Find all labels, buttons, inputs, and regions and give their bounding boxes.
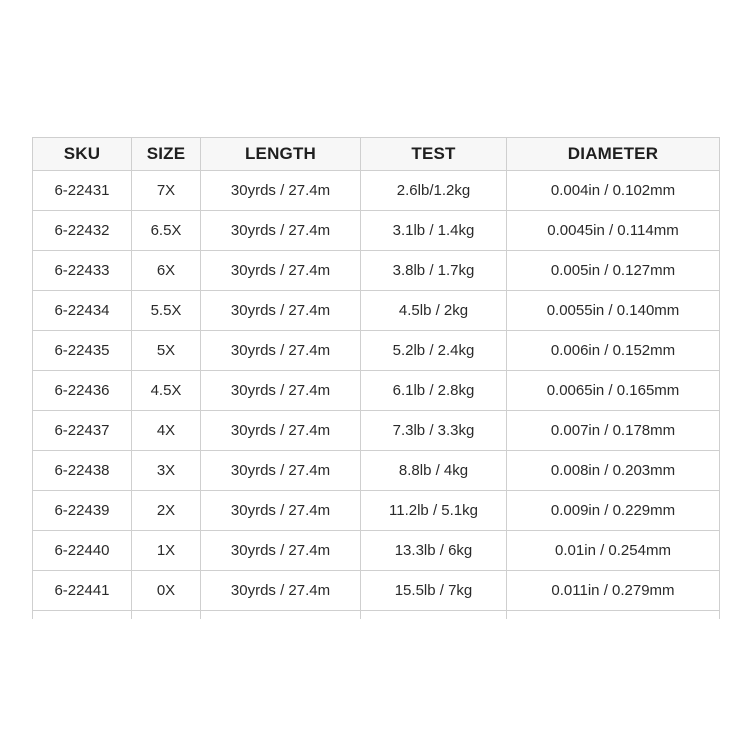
- cell-length: 30yrds / 27.4m: [201, 331, 361, 371]
- cell-sku: 6-22431: [33, 171, 132, 211]
- cell-test: 11.2lb / 5.1kg: [361, 491, 507, 531]
- cell-length: 30yrds / 27.4m: [201, 211, 361, 251]
- cell-size: 7X: [132, 171, 201, 211]
- cell-diameter: 0.011in / 0.279mm: [507, 571, 720, 611]
- cell-empty: [361, 611, 507, 620]
- cell-sku: 6-22439: [33, 491, 132, 531]
- cell-diameter: 0.005in / 0.127mm: [507, 251, 720, 291]
- cell-empty: [201, 611, 361, 620]
- column-header-test: TEST: [361, 138, 507, 171]
- cell-size: 3X: [132, 451, 201, 491]
- table-row: [33, 571, 720, 611]
- cell-test: 2.6lb/1.2kg: [361, 171, 507, 211]
- cell-length: 30yrds / 27.4m: [201, 531, 361, 571]
- cell-sku: 6-22434: [33, 291, 132, 331]
- column-header-size: SIZE: [132, 138, 201, 171]
- table-row: [33, 531, 720, 571]
- cell-test: 5.2lb / 2.4kg: [361, 331, 507, 371]
- cell-size: 4.5X: [132, 371, 201, 411]
- table-row: [33, 171, 720, 211]
- table-row: [33, 371, 720, 411]
- cell-sku: 6-22436: [33, 371, 132, 411]
- cell-diameter: 0.009in / 0.229mm: [507, 491, 720, 531]
- cell-size: 5X: [132, 331, 201, 371]
- table-body: [33, 171, 720, 620]
- table-row: [33, 411, 720, 451]
- column-header-diameter: DIAMETER: [507, 138, 720, 171]
- spec-table: [32, 137, 720, 619]
- cell-sku: 6-22438: [33, 451, 132, 491]
- table-row: [33, 451, 720, 491]
- cell-size: 0X: [132, 571, 201, 611]
- column-header-length: LENGTH: [201, 138, 361, 171]
- cell-test: 3.1lb / 1.4kg: [361, 211, 507, 251]
- cell-sku: 6-22433: [33, 251, 132, 291]
- cell-sku: 6-22440: [33, 531, 132, 571]
- cell-empty: [507, 611, 720, 620]
- cell-size: 6.5X: [132, 211, 201, 251]
- cell-diameter: 0.007in / 0.178mm: [507, 411, 720, 451]
- cell-test: 3.8lb / 1.7kg: [361, 251, 507, 291]
- cell-size: 1X: [132, 531, 201, 571]
- cell-size: 6X: [132, 251, 201, 291]
- table-row: [33, 331, 720, 371]
- cell-length: 30yrds / 27.4m: [201, 451, 361, 491]
- table-row: [33, 251, 720, 291]
- cell-diameter: 0.0045in / 0.114mm: [507, 211, 720, 251]
- cell-test: 7.3lb / 3.3kg: [361, 411, 507, 451]
- cell-test: 15.5lb / 7kg: [361, 571, 507, 611]
- cell-diameter: 0.01in / 0.254mm: [507, 531, 720, 571]
- cell-size: 4X: [132, 411, 201, 451]
- cell-diameter: 0.006in / 0.152mm: [507, 331, 720, 371]
- cell-sku: 6-22435: [33, 331, 132, 371]
- table-header: [33, 138, 720, 171]
- cell-empty: [33, 611, 132, 620]
- cell-length: 30yrds / 27.4m: [201, 491, 361, 531]
- cell-length: 30yrds / 27.4m: [201, 411, 361, 451]
- cell-length: 30yrds / 27.4m: [201, 571, 361, 611]
- cell-diameter: 0.0055in / 0.140mm: [507, 291, 720, 331]
- cell-sku: 6-22432: [33, 211, 132, 251]
- table-row: [33, 291, 720, 331]
- cell-length: 30yrds / 27.4m: [201, 171, 361, 211]
- cell-size: 2X: [132, 491, 201, 531]
- spec-table-container: [32, 137, 719, 619]
- cell-length: 30yrds / 27.4m: [201, 291, 361, 331]
- cell-test: 13.3lb / 6kg: [361, 531, 507, 571]
- cell-length: 30yrds / 27.4m: [201, 371, 361, 411]
- column-header-sku: SKU: [33, 138, 132, 171]
- cell-sku: 6-22437: [33, 411, 132, 451]
- cell-test: 8.8lb / 4kg: [361, 451, 507, 491]
- cell-sku: 6-22441: [33, 571, 132, 611]
- cell-length: 30yrds / 27.4m: [201, 251, 361, 291]
- header-row: [33, 138, 720, 171]
- cell-test: 6.1lb / 2.8kg: [361, 371, 507, 411]
- table-row-continuation: [33, 611, 720, 620]
- cell-diameter: 0.004in / 0.102mm: [507, 171, 720, 211]
- cell-size: 5.5X: [132, 291, 201, 331]
- table-row: [33, 491, 720, 531]
- cell-diameter: 0.0065in / 0.165mm: [507, 371, 720, 411]
- table-row: [33, 211, 720, 251]
- cell-diameter: 0.008in / 0.203mm: [507, 451, 720, 491]
- cell-test: 4.5lb / 2kg: [361, 291, 507, 331]
- cell-empty: [132, 611, 201, 620]
